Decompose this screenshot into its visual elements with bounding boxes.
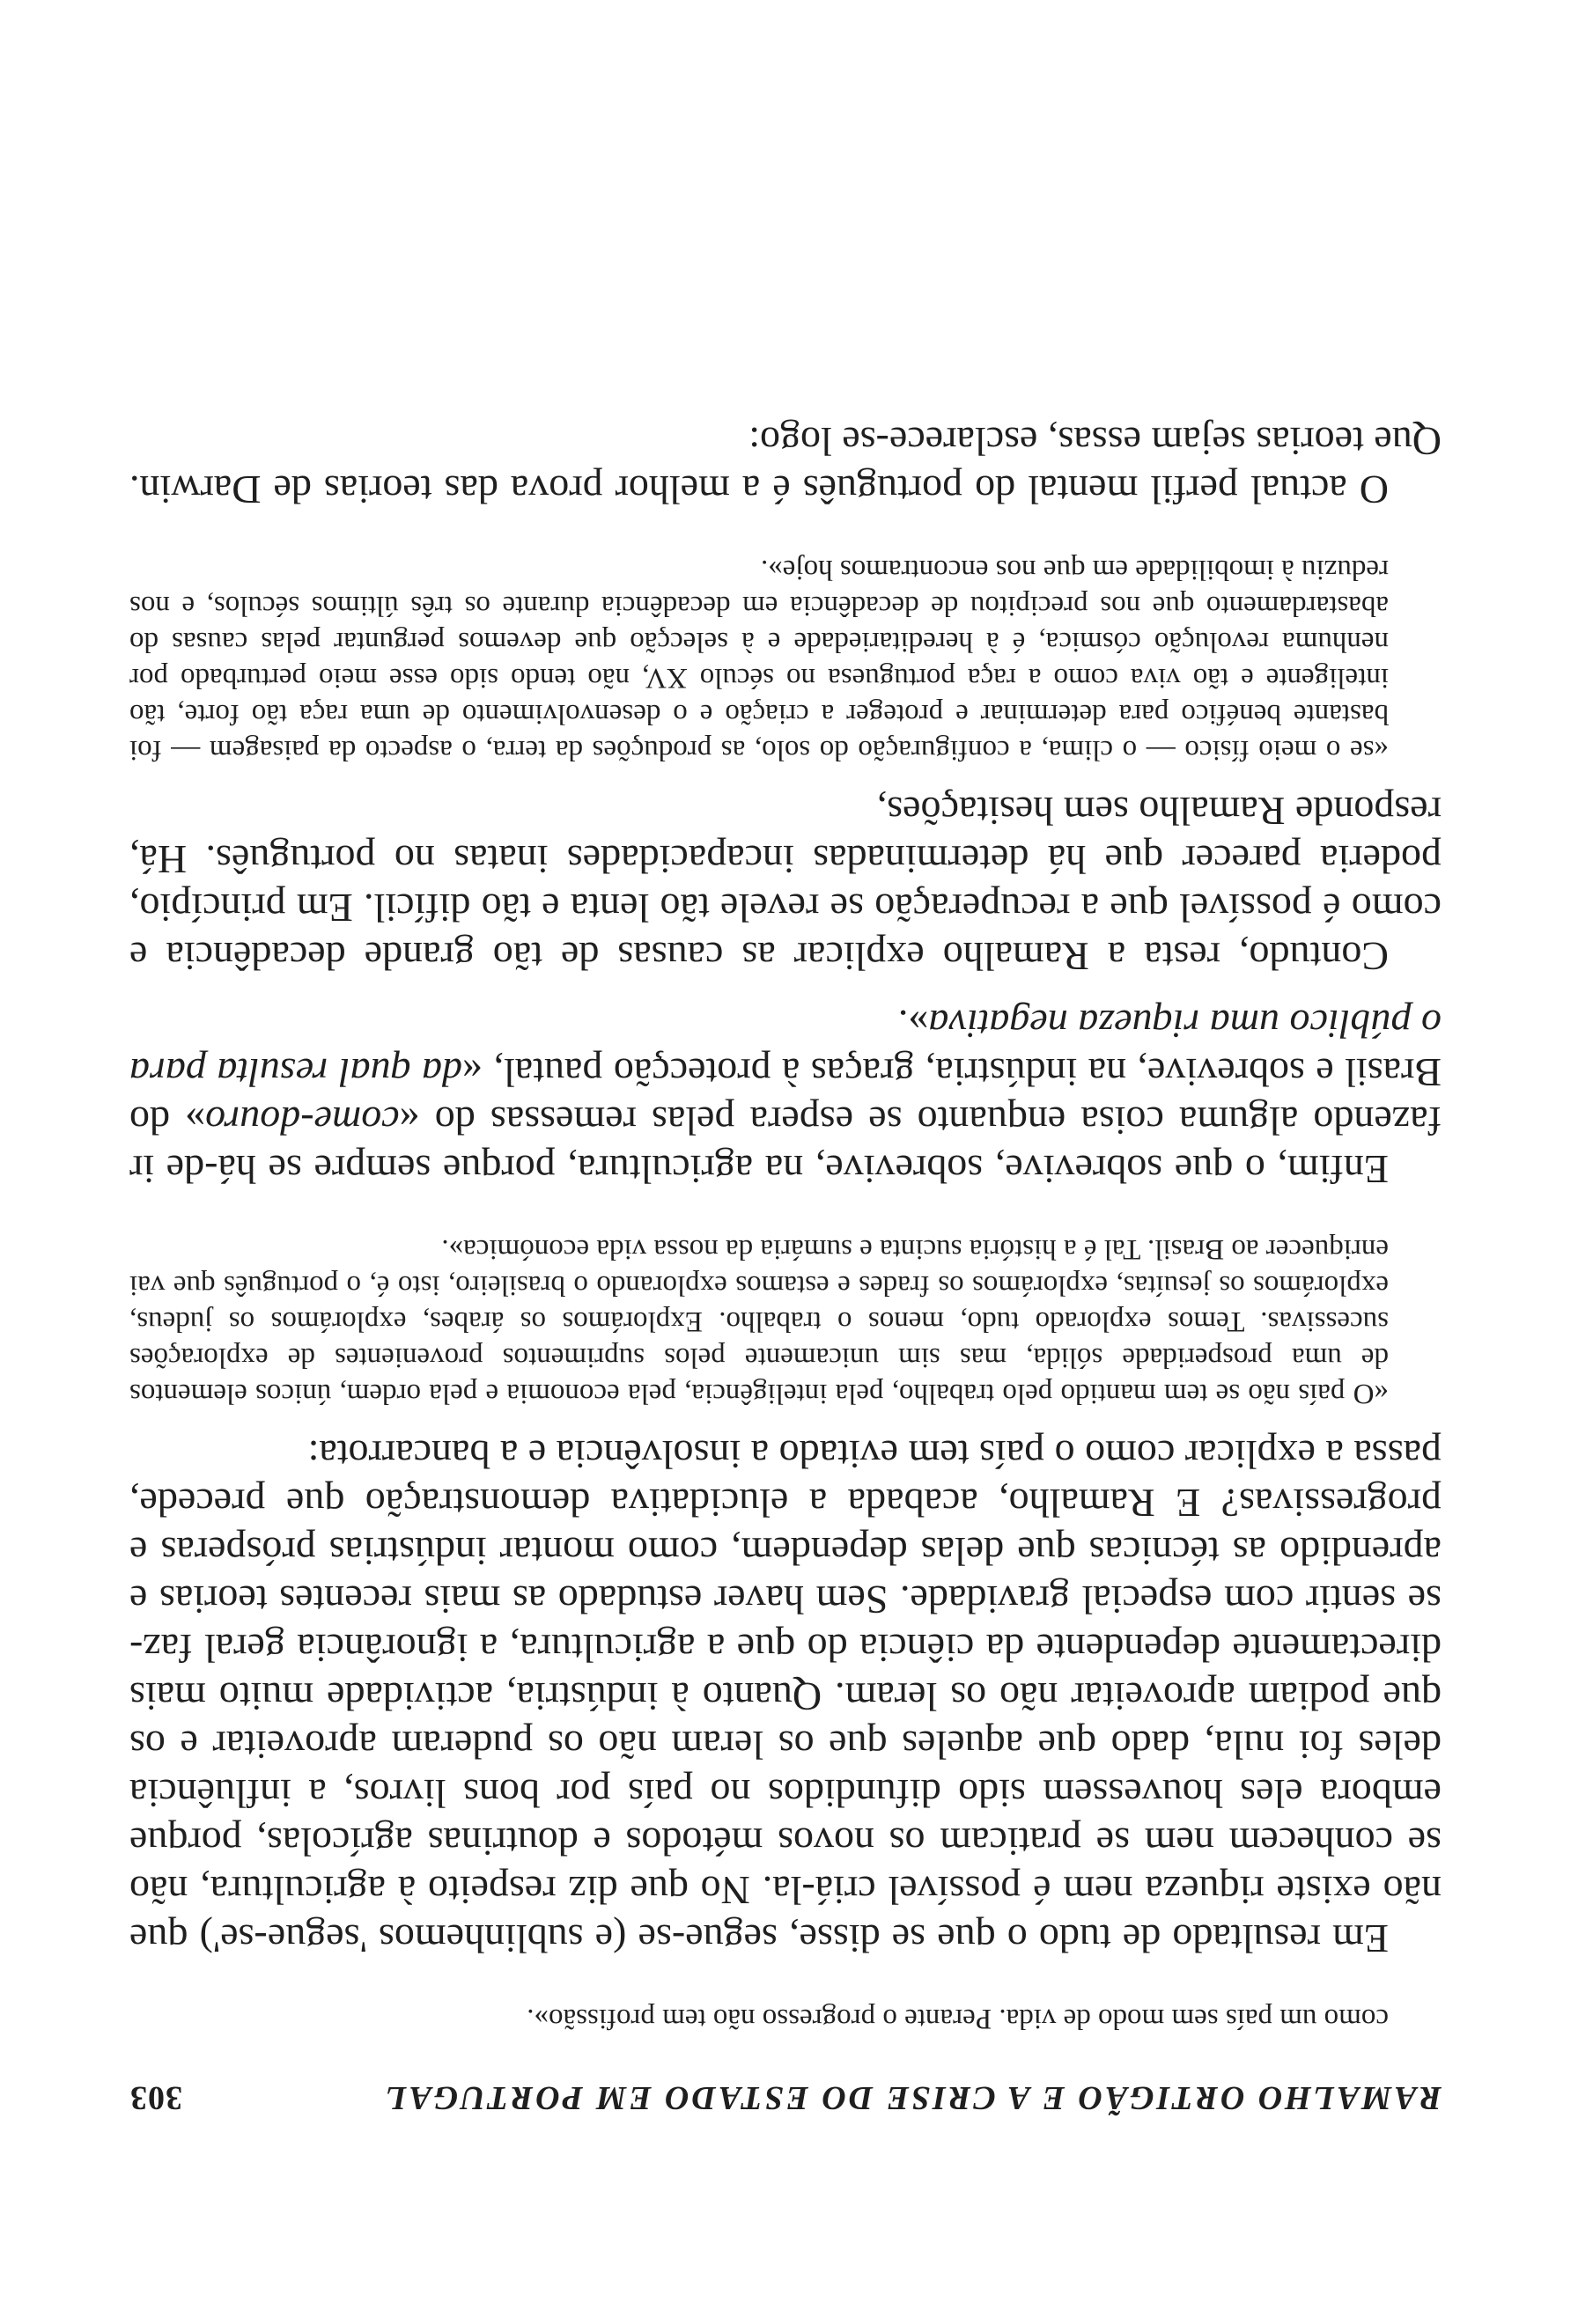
running-head — [129, 2078, 1442, 2117]
quote-continuation: como um país sem modo de vida. Perante o progresso não tem profissão». — [527, 2003, 1389, 2034]
paragraph-resultado: Em resultado de tudo o que se disse, segue-se (e sublinhemos 'segue-se') que não existe riqueza nem é possível criá-la. No que diz respeito à agricultura, não se conhecem nem se praticam os novos métodos e doutrinas agrícolas, porque embora eles houvessem sido difundidos no país por bons livros, a influência deles foi nula, dado que aqueles que os leram não os puderam aproveitar e os que podiam aproveitar não os leram. Quanto à indústria, actividade muito mais directamente dependente da ciência do que a agricultura, a ignorância geral faz-se sentir com especial gravidade. Sem haver estudado as mais recentes teorias e aprendido as técnicas que delas dependem, como montar indústrias prósperas e progressivas? E Ramalho, acabada a elucidativa demonstração que precede, passa a explicar como o país tem evitado a insolvência e a bancarrota: — [129, 1432, 1442, 1961]
paragraph-contudo: Contudo, resta a Ramalho explicar as causas de tão grande decadência e como é possível que a recuperação se revele tão lenta e tão difícil. Em princípio, poderia parecer que há determinadas incapacidades inatas no português. Há, responde Ramalho sem hesitações, — [129, 789, 1442, 979]
running-head-title: RAMALHO ORTIGÃO E A CRISE DO ESTADO EM PORTUGAL — [383, 2079, 1442, 2116]
paragraph-enfim-text-3: ». — [897, 1002, 929, 1047]
page-content — [129, 398, 1442, 2117]
paragraph-enfim-text-1: Enfim, o que sobrevive, sobrevive, na agricultura, porque sempre se há-de ir fazendo alguma coisa enquanto se espera pelas remessas do « — [129, 1099, 1442, 1192]
paragraph-enfim-text-2: » do Brasil e sobrevive, na indústria, graças à protecção pautal, « — [129, 1050, 1442, 1144]
term-come-douro: come-douro — [205, 1099, 400, 1144]
paragraph-perfil-mental: O actual perfil mental do português é a melhor prova das teorias de Darwin. Que teorias sejam essas, esclarece-se logo: — [129, 419, 1442, 512]
paragraph-enfim — [129, 1000, 1442, 1194]
quote-meio-fisico: «se o meio físico — o clima, a configuração do solo, as produções da terra, o aspecto da paisagem — foi bastante benéfico para determinar e proteger a criação e o desenvolvimento de uma raça tão forte, tão inteligente e tão viva como a raça portuguesa no século XV, não tendo sido esse meio perturbado por nenhuma revolução cósmica, é à hereditariedade e à selecção que devemos perguntar pelas causas do abastardamento que nos precipitou de decadência em decadência durante os três últimos séculos, e nos reduziu à imobilidade em que nos encontramos hoje». — [129, 554, 1389, 766]
quote-exploracoes: «O país não se tem mantido pelo trabalho, pela inteligência, pela economia e pela ordem, únicos elementos de uma prosperidade sólida, mas sim unicamente pelos suprimentos provenientes de explorações sucessivas. Temos explorado tudo, menos o trabalho. Explorámos os árabes, explorámos os judeus, explorámos os jesuítas, explorámos os frades e estamos explorando o brasileiro, isto é, o português que vai enriquecer ao Brasil. Tal é a história sucinta e sumária da nossa vida económica». — [129, 1233, 1389, 1409]
quote-riqueza-negativa: da qual resulta para o público uma riqueza negativa — [129, 1002, 1442, 1095]
page-number: 303 — [129, 2079, 182, 2116]
